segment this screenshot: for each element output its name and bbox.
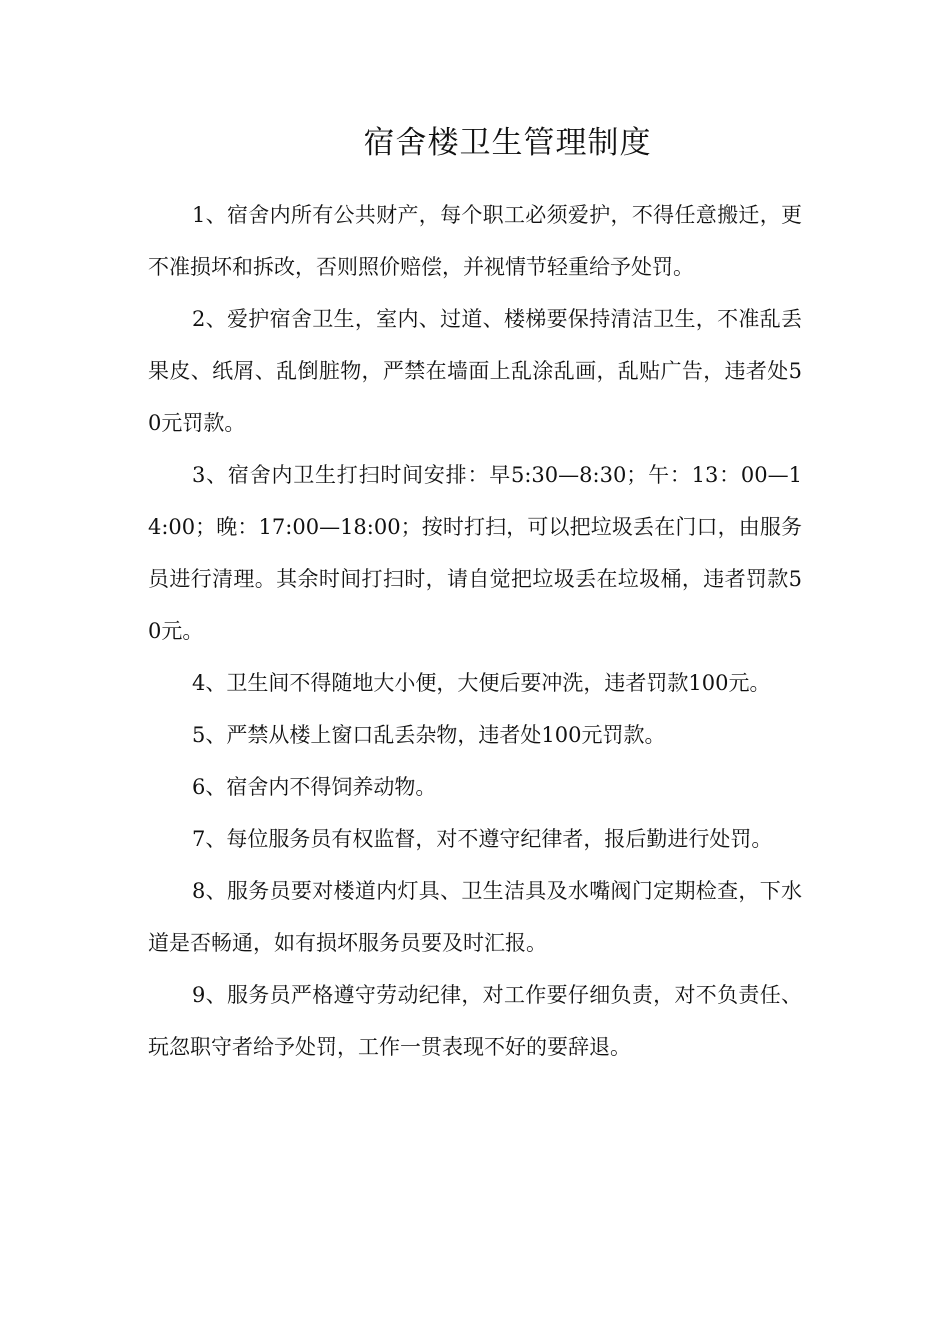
rule-paragraph-8: 8、服务员要对楼道内灯具、卫生洁具及水嘴阀门定期检查，下水道是否畅通，如有损坏服务员要及时汇报。 — [148, 879, 802, 955]
rule-paragraph-4: 4、卫生间不得随地大小便，大便后要冲洗，违者罚款100元。 — [192, 671, 771, 695]
rule-paragraph-2: 2、爱护宿舍卫生，室内、过道、楼梯要保持清洁卫生，不准乱丢果皮、纸屑、乱倒脏物，严禁在墙面上乱涂乱画，乱贴广告，违者处50元罚款。 — [148, 307, 802, 435]
rule-paragraph-6: 6、宿舍内不得饲养动物。 — [192, 775, 437, 799]
rule-paragraph-5: 5、严禁从楼上窗口乱丢杂物，违者处100元罚款。 — [192, 723, 666, 747]
rule-paragraph-9: 9、服务员严格遵守劳动纪律，对工作要仔细负责，对不负责任、玩忽职守者给予处罚，工作一贯表现不好的要辞退。 — [148, 983, 802, 1059]
document-title: 宿舍楼卫生管理制度 — [363, 125, 652, 161]
rule-paragraph-1: 1、宿舍内所有公共财产，每个职工必须爱护，不得任意搬迁，更不准损坏和拆改，否则照价赔偿，并视情节轻重给予处罚。 — [148, 203, 802, 279]
rule-paragraph-3: 3、宿舍内卫生打扫时间安排：早5:30—8:30；午：13：00—14:00；晚：17:00—18:00；按时打扫，可以把垃圾丢在门口，由服务员进行清理。其余时间打扫时，请自觉把垃圾丢在垃圾桶，违者罚款50元。 — [148, 463, 802, 643]
document-body — [148, 189, 802, 1073]
rule-paragraph-7: 7、每位服务员有权监督，对不遵守纪律者，报后勤进行处罚。 — [192, 827, 773, 851]
